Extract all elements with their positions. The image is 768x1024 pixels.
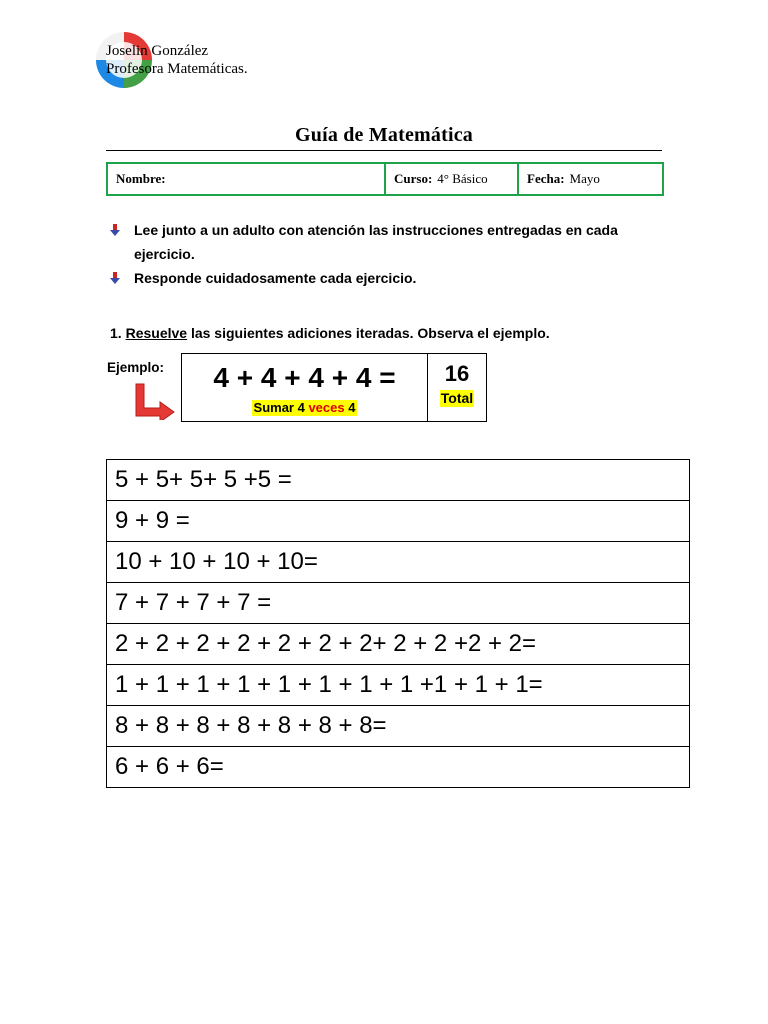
table-row: [107, 501, 690, 542]
table-row: [107, 460, 690, 501]
example-answer-cell: [428, 354, 486, 421]
instruction-text: Lee junto a un adulto con atención las instrucciones entregadas en cada ejercicio.: [134, 222, 618, 262]
student-info-table: [106, 162, 664, 196]
exercise-cell[interactable]: 5 + 5+ 5+ 5 +5 =: [107, 460, 690, 501]
hint-part: 4: [344, 400, 356, 415]
example-equation: 4 + 4 + 4 + 4 =: [213, 362, 396, 393]
table-row: [107, 706, 690, 747]
table-row: [107, 665, 690, 706]
curso-cell: [384, 164, 517, 194]
corner-arrow-icon: [132, 382, 176, 420]
author-block: [106, 42, 248, 78]
exercise-instruction: las siguientes adiciones iteradas. Observa el ejemplo.: [187, 325, 550, 341]
example-total-label: Total: [440, 390, 474, 406]
instruction-text: Responde cuidadosamente cada ejercicio.: [134, 270, 417, 286]
example-answer: 16: [444, 361, 470, 386]
table-row: [107, 747, 690, 788]
exercise-cell[interactable]: 2 + 2 + 2 + 2 + 2 + 2 + 2+ 2 + 2 +2 + 2=: [107, 624, 690, 665]
fecha-cell: [517, 164, 662, 194]
nombre-label: Nombre:: [116, 171, 166, 186]
author-name: Joselin González: [106, 43, 209, 59]
example-label: Ejemplo:: [107, 360, 165, 375]
exercise-heading: [110, 325, 550, 341]
example-box: [181, 353, 487, 422]
example-hint: [252, 400, 358, 416]
instruction-item: [110, 266, 670, 290]
exercise-cell[interactable]: 8 + 8 + 8 + 8 + 8 + 8 + 8=: [107, 706, 690, 747]
exercise-cell[interactable]: 6 + 6 + 6=: [107, 747, 690, 788]
table-row: [107, 624, 690, 665]
example-equation-cell: [182, 354, 428, 421]
exercise-cell[interactable]: 7 + 7 + 7 + 7 =: [107, 583, 690, 624]
down-arrow-bullet-icon: [110, 266, 134, 290]
exercise-cell[interactable]: 9 + 9 =: [107, 501, 690, 542]
hint-part: Sumar 4: [253, 400, 309, 415]
exercises-table: [106, 459, 690, 788]
exercise-number: 1.: [110, 325, 126, 341]
curso-label: Curso:: [394, 171, 433, 186]
fecha-label: Fecha:: [527, 171, 565, 186]
nombre-cell[interactable]: [108, 164, 384, 194]
curso-value: 4° Básico: [437, 171, 488, 186]
exercise-verb: Resuelve: [125, 325, 188, 341]
down-arrow-bullet-icon: [110, 218, 134, 266]
author-role: Profesora Matemáticas.: [106, 61, 248, 77]
title-underline: [106, 150, 662, 151]
exercise-cell[interactable]: 10 + 10 + 10 + 10=: [107, 542, 690, 583]
instructions-list: [110, 218, 670, 290]
table-row: [107, 583, 690, 624]
hint-red-part: veces: [308, 400, 345, 415]
instruction-item: [110, 218, 670, 266]
page-title: Guía de Matemática: [294, 124, 473, 146]
table-row: [107, 542, 690, 583]
exercise-cell[interactable]: 1 + 1 + 1 + 1 + 1 + 1 + 1 + 1 +1 + 1 + 1=: [107, 665, 690, 706]
fecha-value: Mayo: [569, 171, 600, 186]
